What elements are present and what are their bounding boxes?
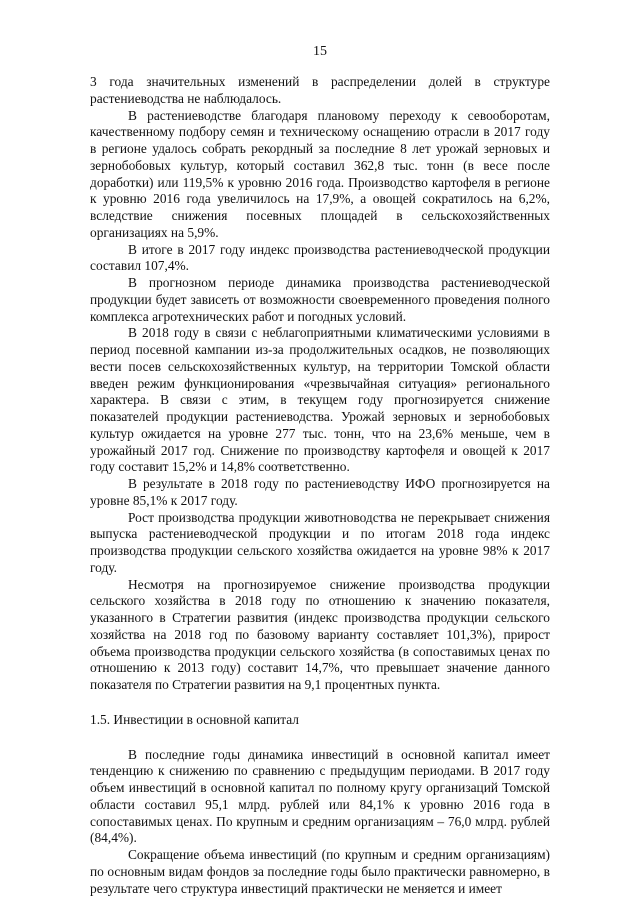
paragraph: В прогнозном периоде динамика производства растениеводческой продукции будет зависеть от возможности своевременного проведения полного комплекса агротехнических работ и погодных условий. xyxy=(90,275,550,324)
paragraph: В 2018 году в связи с неблагоприятными климатическими условиями в период посевной кампании из-за продолжительных осадков, не позволяющих вести посев сельскохозяйственных культур, на территории Томской области введен режим функционирования «чрезвычайная ситуация» регионального характера. В связи с этим, в текущем году прогнозируется снижение показателей продукции растениеводства. Урожай зерновых и зернобобовых культур ожидается на уровне 277 тыс. тонн, что на 23,6% меньше, чем в урожайный 2017 год. Снижение по производству картофеля и овощей к 2017 году составит 15,2% и 14,8% соответственно. xyxy=(90,325,550,475)
paragraph: Сокращение объема инвестиций (по крупным и средним организациям) по основным видам фондов за последние годы было практически равномерно, в результате чего структура инвестиций практически не меняется и имеет xyxy=(90,847,550,896)
paragraph: 3 года значительных изменений в распределении долей в структуре растениеводства не наблюдалось. xyxy=(90,74,550,106)
paragraph: В растениеводстве благодаря плановому переходу к севооборотам, качественному подбору семян и техническому оснащению отрасли в 2017 году в регионе удалось собрать рекордный за последние 8 лет урожай зерновых и зернобобовых культур, который составил 362,8 тыс. тонн (в весе после доработки) или 119,5% к уровню 2016 года. Производство картофеля в регионе к уровню 2016 года увеличилось на 17,9%, а овощей сократилось на 6,2%, вследствие снижения посевных площадей в сельскохозяйственных организациях на 5,9%. xyxy=(90,107,550,240)
page-number: 15 xyxy=(313,44,327,59)
section-heading: 1.5. Инвестиции в основной капитал xyxy=(90,711,299,727)
document-body xyxy=(90,74,550,897)
paragraph: В результате в 2018 году по растениеводству ИФО прогнозируется на уровне 85,1% к 2017 году. xyxy=(90,476,550,508)
paragraph: Несмотря на прогнозируемое снижение производства продукции сельского хозяйства в 2018 году по отношению к значению показателя, указанного в Стратегии развития (индекс производства продукции сельского хозяйства на 2018 год по базовому варианту составляет 101,3%), прирост объема производства продукции сельского хозяйства (в сопоставимых ценах по отношению к 2013 году) составит 14,7%, что превышает значение данного показателя по Стратегии развития на 9,1 процентных пункта. xyxy=(90,576,550,692)
paragraph: В последние годы динамика инвестиций в основной капитал имеет тенденцию к снижению по сравнению с предыдущим периодами. В 2017 году объем инвестиций в основной капитал по полному кругу организаций Томской области составил 95,1 млрд. рублей или 84,1% к уровню 2016 года в сопоставимых ценах. По крупным и средним организациям – 76,0 млрд. рублей (84,4%). xyxy=(90,746,550,846)
paragraph: Рост производства продукции животноводства не перекрывает снижения выпуска растениеводческой продукции и по итогам 2018 года индекс производства продукции сельского хозяйства ожидается на уровне 98% к 2017 году. xyxy=(90,509,550,575)
paragraph: В итоге в 2017 году индекс производства растениеводческой продукции составил 107,4%. xyxy=(90,241,550,274)
